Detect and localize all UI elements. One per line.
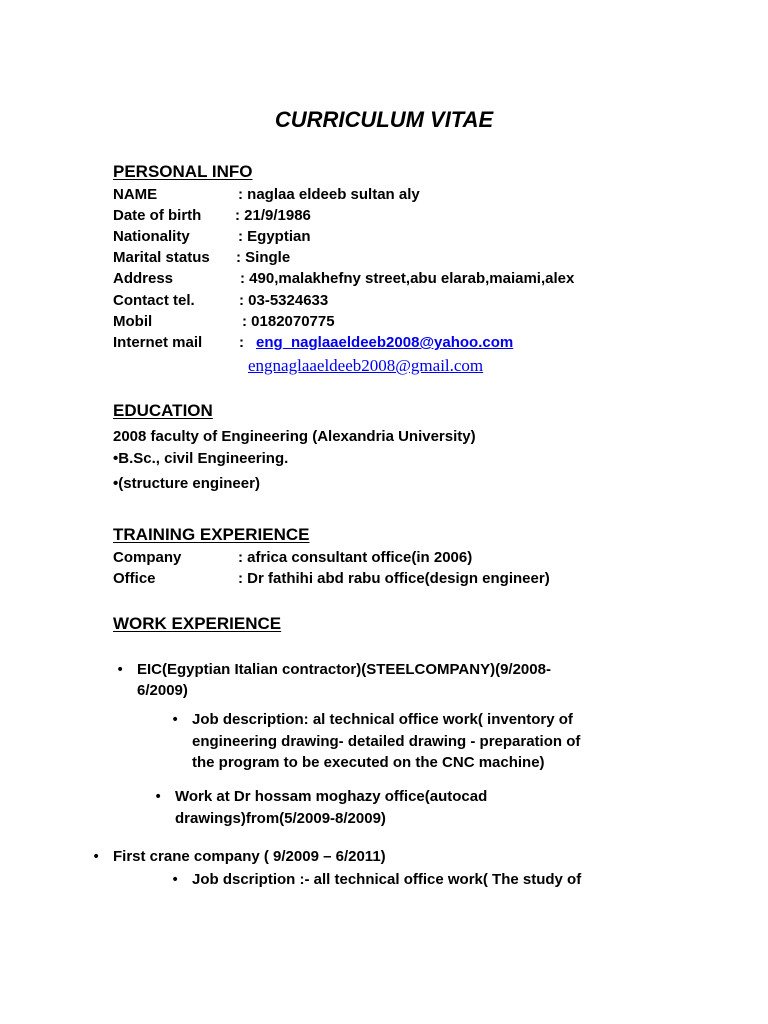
bullet-icon: • [171, 712, 180, 728]
training-office-label: Office [113, 570, 156, 587]
work-item-1-sub-1-line-2: engineering drawing- detailed drawing - preparation of [192, 733, 581, 750]
training-heading: TRAINING EXPERIENCE [113, 525, 310, 544]
email-yahoo-link[interactable]: eng_naglaaeldeeb2008@yahoo.com [256, 334, 514, 351]
bullet-icon: • [171, 872, 180, 888]
contact-tel-value: : 03-5324633 [239, 292, 329, 309]
address-label: Address [113, 270, 174, 287]
marital-status-value: : Single [236, 249, 291, 266]
mobile-value: : 0182070775 [242, 313, 335, 330]
education-degree: •B.Sc., civil Engineering. [113, 450, 289, 467]
dob-label: Date of birth [113, 207, 202, 224]
training-office-value: : Dr fathihi abd rabu office(design engineer) [238, 570, 550, 587]
education-line: 2008 faculty of Engineering (Alexandria University) [113, 428, 476, 445]
work-item-1-sub-1-line-3: the program to be executed on the CNC machine) [192, 754, 545, 771]
work-heading: WORK EXPERIENCE [113, 614, 282, 633]
work-item-1-sub-2-line-2: drawings)from(5/2009-8/2009) [175, 810, 386, 827]
page-title: CURRICULUM VITAE [274, 107, 494, 132]
education-specialty: •(structure engineer) [113, 475, 260, 492]
work-item-1-line-1: EIC(Egyptian Italian contractor)(STEELCOMPANY)(9/2008- [137, 661, 551, 678]
work-item-1-line-2: 6/2009) [137, 682, 188, 699]
training-company-label: Company [113, 549, 182, 566]
marital-status-label: Marital status [113, 249, 210, 266]
dob-value: : 21/9/1986 [235, 207, 311, 224]
work-item-1-sub-2-line-1: Work at Dr hossam moghazy office(autocad [175, 788, 488, 805]
email-gmail-link[interactable]: engnaglaaeldeeb2008@gmail.com [248, 356, 484, 375]
name-value: : naglaa eldeeb sultan aly [238, 186, 420, 203]
internet-mail-label: Internet mail [113, 334, 203, 351]
bullet-icon: • [154, 789, 163, 805]
nationality-label: Nationality [113, 228, 190, 245]
name-label: NAME [113, 186, 158, 203]
work-item-2-line-1: First crane company ( 9/2009 – 6/2011) [113, 848, 386, 865]
address-value: : 490,malakhefny street,abu elarab,maiami,alex [240, 270, 575, 287]
mobile-label: Mobil [113, 313, 153, 330]
contact-tel-label: Contact tel. [113, 292, 195, 309]
personal-info-heading: PERSONAL INFO [113, 162, 253, 181]
internet-mail-colon: : [239, 334, 244, 351]
work-item-2-sub-1-line-1: Job dscription :- all technical office work( The study of [192, 871, 582, 888]
bullet-icon: • [92, 849, 101, 865]
education-heading: EDUCATION [113, 401, 213, 420]
bullet-icon: • [116, 662, 125, 678]
work-item-1-sub-1-line-1: Job description: al technical office work( inventory of [192, 711, 573, 728]
training-company-value: : africa consultant office(in 2006) [238, 549, 473, 566]
nationality-value: : Egyptian [238, 228, 311, 245]
